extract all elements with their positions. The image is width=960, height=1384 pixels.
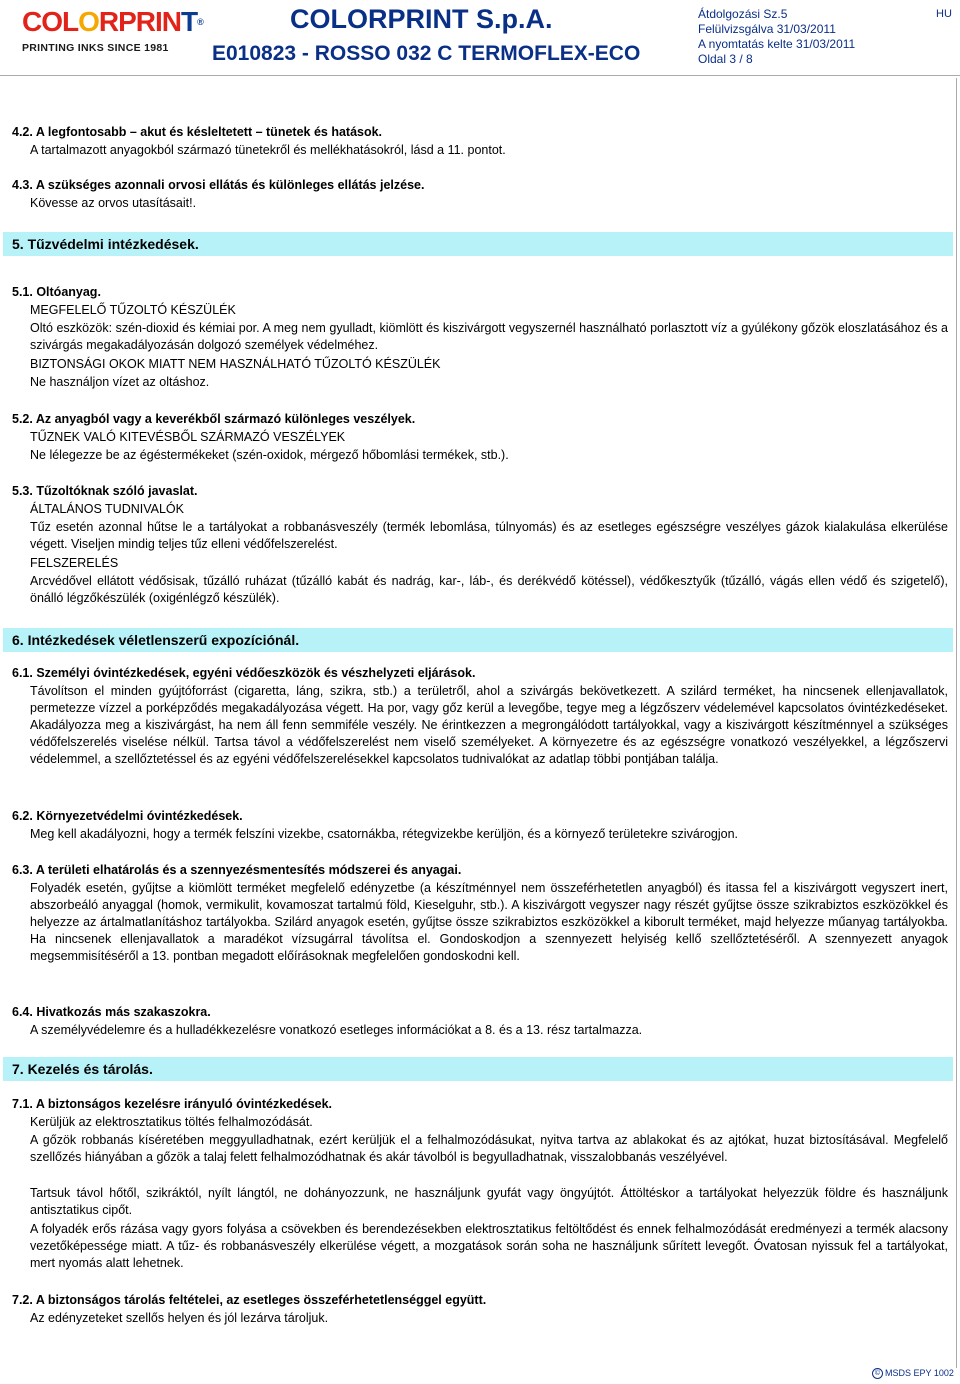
section-4-2-title: 4.2. A legfontosabb – akut és késleltetett – tünetek és hatások.: [12, 125, 383, 139]
copyright-icon: ©: [872, 1368, 883, 1379]
section-5-2-heading: TŰZNEK VALÓ KITEVÉSBŐL SZÁRMAZÓ VESZÉLYEK: [30, 430, 346, 444]
section-6-4-title: 6.4. Hivatkozás más szakaszokra.: [12, 1005, 211, 1019]
section-4-3-text: Kövesse az orvos utasításait!.: [30, 196, 197, 210]
section-5-3-paragraph-1: Tűz esetén azonnal hűtse le a tartályokat a robbanásveszély (termék lebomlása, túlnyomás) és az esetleges egészségre veszélyes gázok kialakulása elkerülése végett. Viseljen mindig teljes tűz elleni védőfelszerelést.: [30, 520, 948, 551]
section-7-1-text: Kerüljük az elektrosztatikus töltés felhalmozódását.: [30, 1115, 313, 1129]
section-7-2-text: Az edényzeteket szellős helyen és jól lezárva tároljuk.: [30, 1311, 329, 1325]
section-6-1-title: 6.1. Személyi óvintézkedések, egyéni védőeszközök és vészhelyzeti eljárások.: [12, 666, 476, 680]
section-7-1-paragraph-3: A folyadék erős rázása vagy gyors folyása a csövekben és berendezésekben elektrosztatikus feltöltődést és ennek felhalmozódását eredményezi a termék alacsony vezetőképessége miatt. A tűz- és robbanásveszély elkerülése végett, a mozgatások során soha ne használjunk sűrített levegőt. Óvatosan nyissuk fel a tartályokat, mert nyomás alatt lehetnek.: [30, 1222, 948, 1270]
revision-number: Átdolgozási Sz.5: [698, 7, 788, 21]
section-5-3-heading: ÁLTALÁNOS TUDNIVALÓK: [30, 502, 184, 516]
section-6-4-text: A személyvédelemre és a hulladékkezelésre vonatkozó esetleges információkat a 8. és a 13. rész tartalmazza.: [30, 1023, 643, 1037]
logo-tagline: PRINTING INKS SINCE 1981: [22, 42, 169, 54]
page-number: Oldal 3 / 8: [698, 52, 753, 66]
footer: [872, 1368, 954, 1379]
section-6-3-paragraph: Folyadék esetén, gyűjtse a kiömlött terméket megfelelő edényzetbe (a készítménnyel nem összeférhetetlen anyagból) és itassa fel a kiszivárgott vegyszert inert, abszorbeáló anyaggal (homok, vermikulit, kovamoszat tartalmú föld, Kieselguhr, stb.). A kiszivárgott vegyszer nagy részét gyűjtse össze szikrabiztos eszközökkel és helyezze az ártalmatlanításhoz tartályokba. Szilárd anyagok esetén, gyűjtse össze szikrabiztos eszközökkel a kiborult terméket, majd helyezze műanyag tartályokba. Ha nincsenek ellenjavallatok a maradékot vízsugárral távolítsa el. Gondoskodjon a szennyezett helyiség kellő szellőztetéséről. A szennyezett anyagok megsemmisítéséről a 13. pontban megadott előírásoknak megfelelően gondoskodni kell.: [30, 881, 948, 963]
section-7-1-title: 7.1. A biztonságos kezelésre irányuló óvintézkedések.: [12, 1097, 333, 1111]
language-code: HU: [936, 8, 952, 20]
company-logo: COLORPRINT® PRINTING INKS SINCE 1981: [22, 6, 203, 54]
section-6-1-paragraph: Távolítson el minden gyújtóforrást (cigaretta, láng, szikra, stb.) a területről, ahol a szivárgás bekövetkezett. A szilárd terméket, ha nincsenek ellenjavallatok, permetezze vízzel a porképződés megakadályozása végett. Ha por, vagy gőz kerül a levegőbe, tegye meg a légzőszerv védelemével kapcsolatos óvintézkedéseket. Akadályozza meg a kiszivárgást, ha nem áll fenn semmiféle veszély. Ne érintkezzen a megrongálódott tartályokkal, vagy a kiszivárgott készítménnyel a szükséges védőfelszerelés viselése nélkül. Tartsa távol a védőfelszerelést nem viselő személyeket. A környezetre és az egészségre vonatkozó veszélyekkel, a légzőszervi védelemmel, a szellőztetéssel és az egyéni védőfelszerelésekkel kapcsolatos tudnivalókat az adatlap többi pontjában találja.: [30, 684, 948, 766]
section-6-2-title: 6.2. Környezetvédelmi óvintézkedések.: [12, 809, 243, 823]
section-5-1-text: Ne használjon vízet az oltáshoz.: [30, 375, 210, 389]
product-name: E010823 - ROSSO 032 C TERMOFLEX-ECO: [212, 42, 641, 65]
section-5-3-title: 5.3. Tűzoltóknak szóló javaslat.: [12, 484, 198, 498]
document-meta: [698, 7, 855, 67]
right-border: [956, 78, 957, 1368]
section-6-2-text: Meg kell akadályozni, hogy a termék felszíni vizekbe, csatornákba, rétegvizekbe kerüljön, és a környező területekre szivárogjon.: [30, 827, 738, 841]
section-5-title: 5. Tűzvédelmi intézkedések.: [12, 236, 199, 252]
section-6-title: 6. Intézkedések véletlenszerű expozíciónál.: [12, 632, 300, 648]
section-7-title: 7. Kezelés és tárolás.: [12, 1061, 153, 1077]
msds-code: MSDS EPY 1002: [885, 1368, 954, 1378]
section-7-1-paragraph-2: Tartsuk távol hőtől, szikráktól, nyílt lángtól, ne dohányozzunk, ne használjunk gyufát vagy öngyújtót. Áttöltéskor a tartályokat helyezzük földre és használjunk antisztatikus cipőt.: [30, 1186, 948, 1217]
section-7-1-paragraph-1: A gőzök robbanás kíséretében meggyulladhatnak, ezért kerüljük el a felhalmozódásukat, nyitva tartva az ablakokat és az ajtókat, huzat biztosításával. Megfelelő szellőzés hiányában a gőzök a talaj felett felhalmozódhatnak és akár távolból is begyulladhatnak, visszalobbanás veszélyével.: [30, 1133, 948, 1164]
section-5-3-heading-2: FELSZERELÉS: [30, 556, 119, 570]
section-6-3-title: 6.3. A területi elhatárolás és a szennyezésmentesítés módszerei és anyagai.: [12, 863, 462, 877]
review-date: Felülvizsgálva 31/03/2011: [698, 22, 836, 36]
section-5-2-text: Ne lélegezze be az égéstermékeket (szén-oxidok, mérgező hőbomlási termékek, stb.).: [30, 448, 509, 462]
section-4-2-text: A tartalmazott anyagokból származó tünetekről és mellékhatásokról, lásd a 11. pontot.: [30, 143, 506, 157]
section-5-1-heading-2: BIZTONSÁGI OKOK MIATT NEM HASZNÁLHATÓ TŰZOLTÓ KÉSZÜLÉK: [30, 357, 441, 371]
section-5-3-paragraph-2: Arcvédővel ellátott védősisak, tűzálló ruházat (tűzálló kabát és nadrág, kar-, láb-, és derékvédő kötéssel), védőkesztyűk (tűzálló, vágás ellen védő és szigetelő), önálló légzőkészülék (oxigénlégző készülék).: [30, 574, 948, 605]
section-4-3-title: 4.3. A szükséges azonnali orvosi ellátás és különleges ellátás jelzése.: [12, 178, 425, 192]
section-5-2-title: 5.2. Az anyagból vagy a keverékből származó különleges veszélyek.: [12, 412, 416, 426]
section-5-1-heading: MEGFELELŐ TŰZOLTÓ KÉSZÜLÉK: [30, 303, 236, 317]
section-7-2-title: 7.2. A biztonságos tárolás feltételei, az esetleges összeférhetetlenséggel együtt.: [12, 1293, 487, 1307]
company-name: COLORPRINT S.p.A.: [290, 4, 553, 34]
section-5-1-title: 5.1. Oltóanyag.: [12, 285, 101, 299]
section-5-1-paragraph: Oltó eszközök: szén-dioxid és kémiai por. A meg nem gyulladt, kiömlött és kiszivárgott vegyszernél használható porlasztott víz a gyúlékony gőzök eloszlatásához és a szivárgás megakadályozásán dolgozó személyek védelméhez.: [30, 321, 948, 352]
print-date: A nyomtatás kelte 31/03/2011: [698, 37, 856, 51]
